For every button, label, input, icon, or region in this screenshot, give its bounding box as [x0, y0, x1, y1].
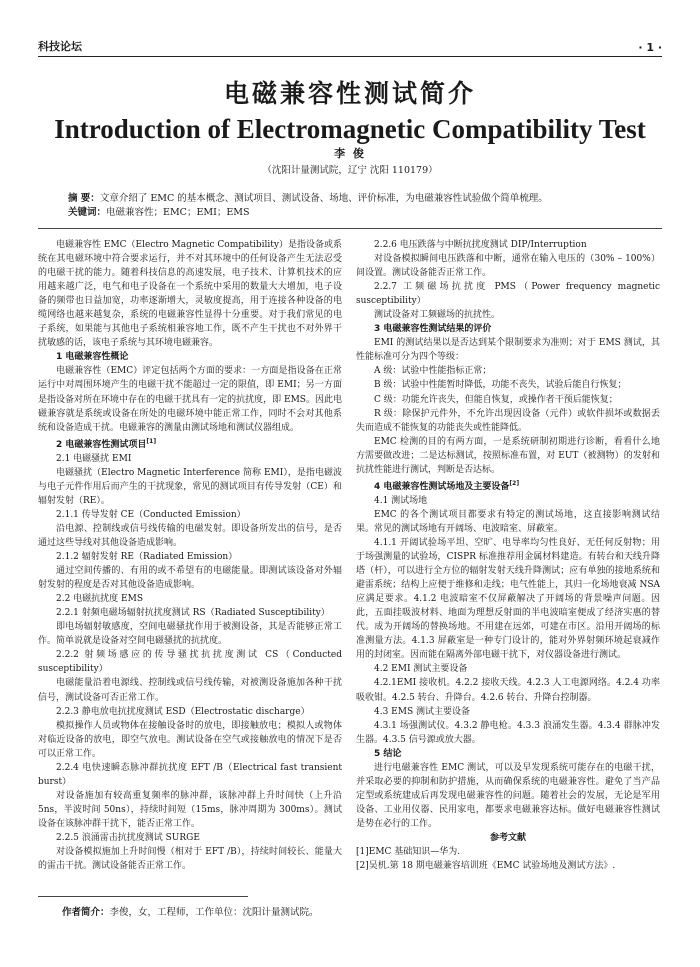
body-paragraph: 4.2 EMI 测试主要设备 [374, 664, 468, 675]
body-paragraph: 对设备施加有较高重复频率的脉冲群，该脉冲群上升时间快（上升沿 5ns，半波时间 50ns），持续时间短（15ms，脉冲周期为 300ms）。测试设备在该脉冲群干扰下，能否正常工作。 [38, 790, 342, 829]
body-paragraph: 通过空间传播的、有用的或不希望有的电磁能量。即测试该设备对外辐射发射的程度是否对其他设备造成影响。 [38, 566, 342, 591]
footnote-text: 李俊，女，工程师，工作单位：沈阳计量测试院。 [109, 907, 319, 918]
section-heading: 5 结论 [374, 748, 402, 759]
body-paragraph: 电磁骚扰（Electro Magnetic Interference 简称 EMI），是指电磁波与电子元件作用后而产生的干扰现象，常见的测试项目有传导发射（CE）和辐射发射（RE）。 [38, 467, 342, 506]
body-paragraph: 4.2.1EMI 接收机。4.2.2 接收天线。4.2.3 人工电源网络。4.2.4 功率吸收钳。4.2.5 转台、升降台。4.2.6 转台、升降台控制器。 [356, 678, 660, 703]
keywords-text: 电磁兼容性；EMC；EMI；EMS [106, 207, 250, 218]
body-paragraph: 2.2.1 射频电磁场辐射抗扰度测试 RS（Radiated Susceptibility） [56, 608, 330, 619]
body-paragraph: 模拟操作人员或物体在接触设备时的放电，即接触放电；模拟人或物体对临近设备的放电，即空气放电。测试设备在空气或接触放电的情况下是否可以正常工作。 [38, 720, 342, 759]
body-paragraph: B 级：试验中性能暂时降低，功能不丧失，试验后能自行恢复； [374, 380, 627, 391]
body-paragraph: 2.2.5 浪涌雷击抗扰度测试 SURGE [56, 832, 200, 843]
body-paragraph: 对设备模拟瞬间电压跌落和中断，通常在输入电压的（30% – 100%）间设置。测试设备能否正常工作。 [356, 254, 660, 279]
body-paragraph: EMC 的各个测试项目都要求有特定的测试场地，这直接影响测试结果。常见的测试场地有开阔场、电波暗室、屏蔽室。 [356, 509, 660, 534]
body-paragraph: R 级：除保护元件外，不允许出现因设备（元件）或软件损坏或数据丢失而造成不能恢复的功能丧失或性能降低。 [356, 408, 660, 433]
left-column [38, 238, 342, 873]
body-paragraph: A 级：试验中性能指标正常； [374, 366, 492, 377]
references-heading: 参考文献 [489, 832, 526, 843]
section-heading: 1 电磁兼容性概论 [56, 352, 129, 363]
affiliation: （沈阳计量测试院，辽宁 沈阳 110179） [262, 165, 438, 176]
body-paragraph: 电磁兼容性（EMC）评定包括两个方面的要求：一方面是指设备在正常运行中对周围环境产生的电磁干扰不能超过一定的限值，即 EMI；另一方面是指设备对所在环境中存在的电磁干扰具有一定的抗扰度，即 EMS。因此电磁兼容就是系统或设备在所处的电磁环境中能正常工作，同时不会对其他系统和设备造成干扰。电磁兼容的测量由测试场地和测试仪器组成。 [38, 366, 342, 433]
body-paragraph: 4.1.1 开阔试验场平坦、空旷、电导率均匀性良好、无任何反射物；用于场强测量的试验场，CISPR 标准推荐用金属材料建造。有转台和天线升降塔（杆），可以进行全方位的辐射发射天线升降测试；应有单独的接地系统和避雷系统；结构上应便于维修和走线；电气性能上，其归一化场地衰减 NSA 应满足要求。4.1.2 电波暗室不仅屏蔽解决了开阔场的背景噪声问题。因此，五面挂吸波材料、地面为理想反射面的半电波暗室便成了经济实惠的替代。成为开阔场的替换场地。不用建在远郊，可建在市区。沿用开阔场的标准测量方法。4.1.3 屏蔽室是一种专门设计的，能对外界射频环境起衰减作用的封闭室。因而能在隔离外部电磁干扰下，对仪器设备进行测试。 [356, 537, 660, 661]
body-paragraph: EMC 检测的目的有两方面，一是系统研制初期进行诊断，看看什么地方需要做改进；二是达标测试，按照标准布置，对 EUT（被测物）的发射和抗扰性能进行测试，判断是否达标。 [356, 436, 660, 475]
running-header [38, 32, 662, 54]
footnote-label: 作者简介： [62, 907, 110, 918]
body-paragraph: 对设备模拟施加上升时间慢（相对于 EFT /B），持续时间较长、能量大的雷击干扰。测试设备能否正常工作。 [38, 847, 342, 872]
body-paragraph: 2.2.3 静电放电抗扰度测试 ESD（Electrostatic discharge） [56, 706, 310, 717]
body-paragraph: 电磁能量沿着电源线、控制线或信号线传输，对被测设备施加各种干扰信号，测试设备可否正常工作。 [38, 678, 342, 703]
header-rule [38, 56, 662, 57]
body-paragraph: 进行电磁兼容性 EMC 测试，可以及早发现系统可能存在的电磁干扰，并采取必要的抑制和防护措施，从而确保系统的电磁兼容性。避免了当产品定型或系统建成后再发现电磁兼容性的问题。随着社会的发展，无论是军用设备、工业用仪器、民用家电，都要求电磁兼容达标。做好电磁兼容性测试是势在必行的工作。 [356, 762, 660, 829]
keywords-label: 关键词： [68, 207, 107, 218]
page-number: · 1 · [638, 41, 662, 54]
body-paragraph: EMI 的测试结果以是否达到某个限制要求为准则；对于 EMS 测试，其性能标准可分为四个等级： [356, 338, 660, 363]
body-paragraph: 2.1.2 辐射发射 RE（Radiated Emission） [56, 552, 238, 563]
footnote-rule [38, 896, 248, 897]
right-column [356, 238, 660, 873]
citation-marker: [1] [146, 437, 157, 445]
author: 李 俊 [334, 147, 366, 160]
section-heading: 4 电磁兼容性测试场地及主要设备[2] [374, 479, 520, 492]
body-paragraph: 2.2.2 射频场感应的传导骚扰抗扰度测试 CS（Conducted susceptibility） [38, 650, 342, 675]
journal-name: 科技论坛 [38, 40, 82, 53]
title-english: Introduction of Electromagnetic Compatibility Test [54, 114, 646, 144]
abstract-rule [38, 228, 662, 229]
abstract [68, 192, 660, 206]
body-paragraph: 4.3 EMS 测试主要设备 [374, 706, 470, 717]
body-paragraph: 2.1 电磁骚扰 EMI [56, 453, 132, 464]
body-paragraph: 2.2 电磁抗扰度 EMS [56, 594, 143, 605]
section-heading: 2 电磁兼容性测试项目[1] [56, 437, 157, 450]
author-footnote [62, 904, 319, 918]
title-chinese: 电磁兼容性测试简介 [223, 79, 476, 108]
abstract-text: 文章介绍了 EMC 的基本概念、测试项目、测试设备、场地、评价标准，为电磁兼容性试验做个简单梳理。 [99, 193, 548, 204]
keywords [68, 206, 660, 220]
section-heading: 3 电磁兼容性测试结果的评价 [374, 324, 492, 335]
body-paragraph: 2.1.1 传导发射 CE（Conducted Emission） [56, 509, 246, 520]
abstract-label: 摘 要： [68, 193, 100, 204]
body-paragraph: 测试设备对工频磁场的抗扰性。 [374, 310, 501, 321]
body-paragraph: 4.3.1 场强测试仪。4.3.2 静电枪。4.3.3 浪涌发生器。4.3.4 群脉冲发生器。4.3.5 信号源或放大器。 [356, 720, 660, 745]
body-paragraph: 2.2.6 电压跌落与中断抗扰度测试 DIP/Interruption [374, 240, 587, 250]
body-paragraph: 2.2.4 电快速瞬态脉冲群抗扰度 EFT /B（Electrical fast transient burst） [38, 762, 342, 787]
body-paragraph: 即电场辐射敏感度，空间电磁骚扰作用于被测设备，其是否能够正常工作。简单说就是设备对空间电磁骚扰的抗扰度。 [38, 622, 342, 647]
reference-item: [2]吴机.第 18 期电磁兼容培训班《EMC 试验场地及测试方法》. [356, 861, 616, 872]
body-paragraph: 4.1 测试场地 [374, 495, 428, 506]
body-paragraph: 沿电源、控制线或信号线传输的电磁发射。即设备所发出的信号，是否通过这些导线对其他设备造成影响。 [38, 523, 342, 548]
body-paragraph: 电磁兼容性 EMC（Electro Magnetic Compatibility）是指设备或系统在其电磁环境中符合要求运行，并不对其环境中的任何设备产生无法忍受的电磁干扰的能力。随着科技信息的高速发展，电子技术、计算机技术的应用越来越广泛，电气和电子设备在一个系统中采用的数量大大增加，电子设备的频带也日益加宽，功率逐渐增大，灵敏度提高，用于连接各种设备的电缆网络也越来越复杂，系统的电磁兼容性显得十分重要。对于我们常见的电子系统，如果能与其他电子系统相兼容地工作，既不产生干扰也不对外界干扰敏感的话，该电子系统与其环境电磁兼容。 [38, 240, 342, 349]
citation-marker: [2] [509, 479, 520, 487]
reference-item: [1]EMC 基础知识—华为. [356, 847, 461, 858]
body-paragraph: C 级：功能允许丧失，但能自恢复，或操作者干预后能恢复； [374, 394, 618, 405]
body-paragraph: 2.2.7 工频磁场抗扰度 PMS（Power frequency magnetic susceptibility） [356, 282, 660, 307]
